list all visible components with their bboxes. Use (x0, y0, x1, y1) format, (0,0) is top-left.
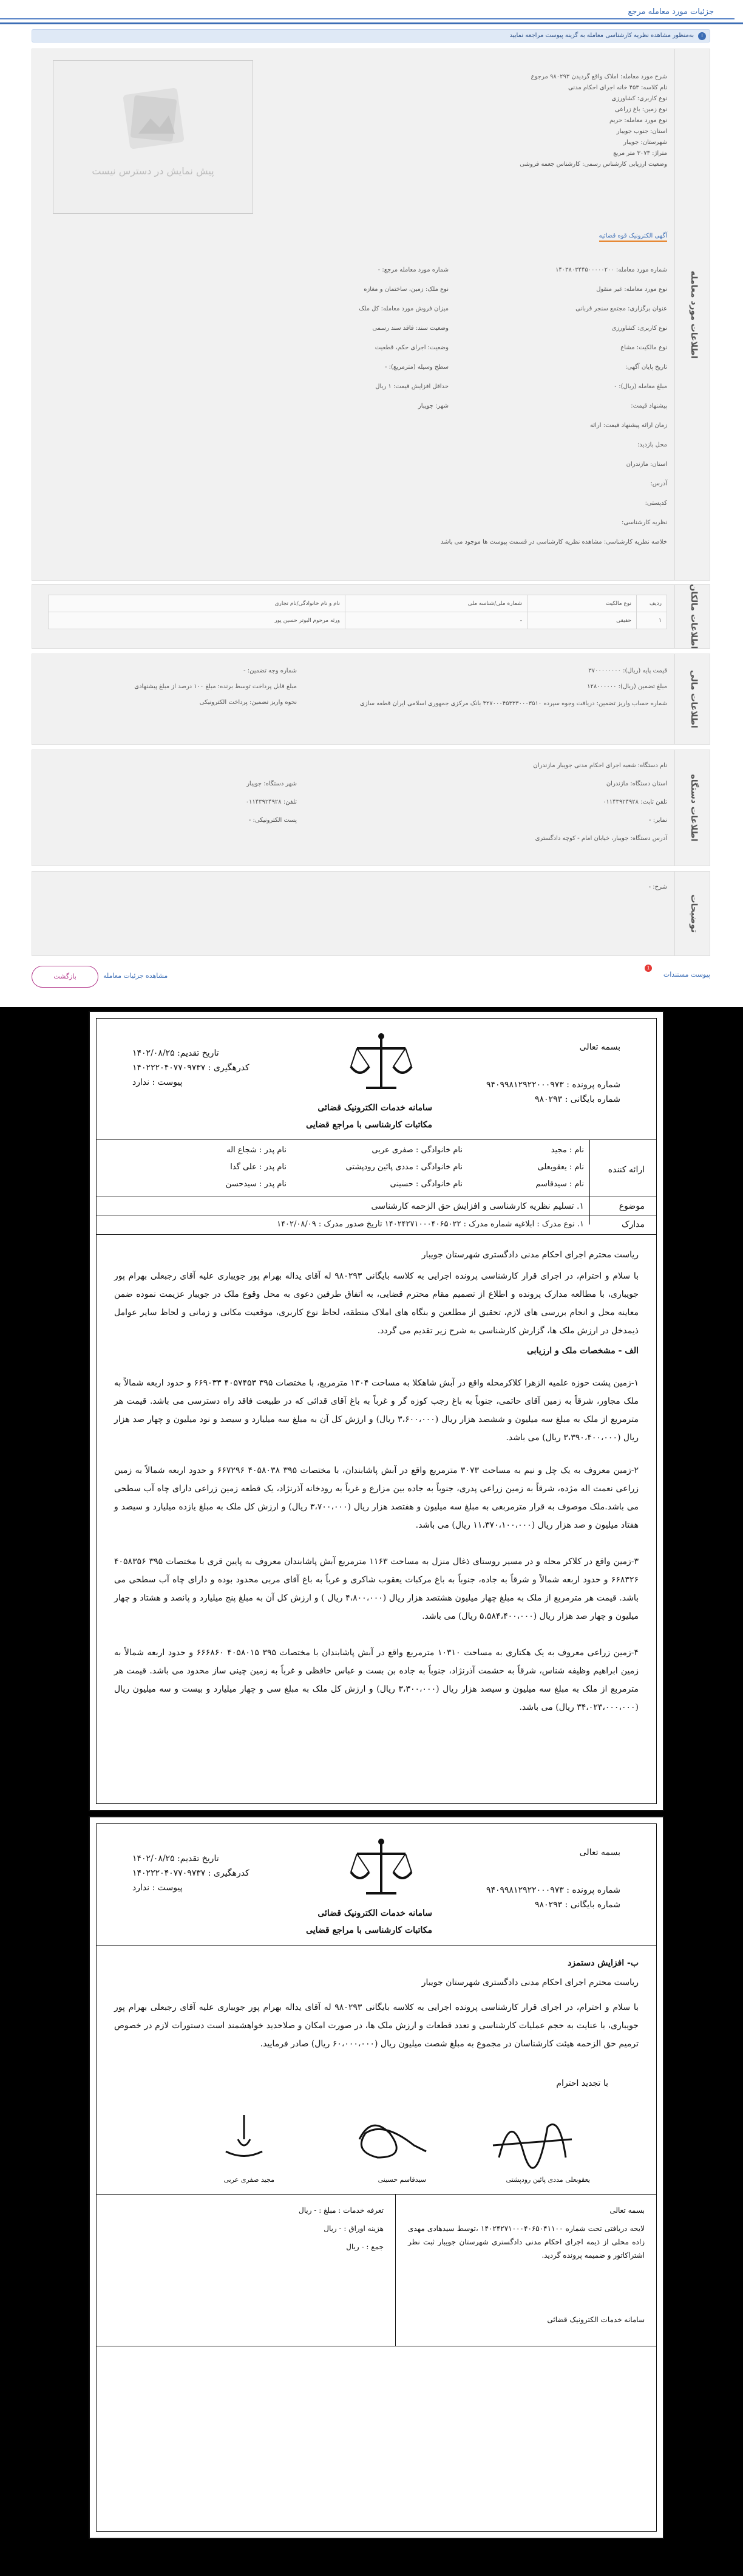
office-phone2: تلفن: ۰۱۱۴۳۹۲۴۹۲۸ (245, 799, 297, 805)
top-bar (0, 0, 743, 24)
doc1-item-3: ۳-زمین واقع در کلاکر محله و در مسیر روستای ذغال منزل به مساحت ۱۱۶۳ مترمربع آبش پاشابندان معروف به پایین قری با مختصات ۳۹۵ ۴۰۵۸۳۵۶ ۶۶۸۳۲۶ و حدود اربعه شمالاً و شرقاً به جاده، جنوباً به باغ مرکبات یعقوب شاکری و غرباً به باغ آقای مربی محدود بوده و دارای چاه آب سطحی می باشد. قیمت هر مترمربع از ملک به مبلغ چهار میلیون هشتصد هزار ریال (۴،۸۰۰،۰۰۰ ریال ) و ارزش کل آن به مبلغ پنج میلیارد و پانصد و هشتاد و چهار میلیون و چهار صد هزار ریال (۵،۵۸۴،۴۰۰،۰۰۰ ریال) می باشد. (114, 1557, 639, 1621)
col-national-id: شماره ملی/شناسه ملی (345, 595, 528, 612)
document-page-2 (89, 1816, 664, 2539)
doc1-docs-label: مدارک (621, 1220, 645, 1229)
doc1-bismillah: بسمه تعالی (579, 1042, 620, 1052)
office-address: آدرس دستگاه: جویبار، خیابان امام - کوچه دادگستری (535, 835, 667, 842)
doc1-intro: با سلام و احترام، در اجرای قرار کارشناسی پرونده اجرایی به کلاسه بایگانی ۹۸۰۲۹۳ له آقای یداله بهرام پور جویباری علیه آقای رجبعلی بهرام پور جویباری، با مطالعه مدارک پرونده و اطلاع از تصمیم مقام محترم قضایی، به اتفاق طرفین دعوی به محل وقوع ملک در جویبار عزیمت نموده ضمن معاینه محل و انجام بررسی های لازم، تحقیق از مطلعین و بنگاه های املاک منطقه، لحاظ نوع کاربری، موقعیت مکانی و زمانی و لحاظ سایر عوامل ذیمدخل در ارزش ملک ها، گزارش کارشناسی به شرح زیر تقدیم می گردد. (114, 1271, 639, 1336)
signer-1: یعقوبعلی مددی پائین رودپشتی (506, 2176, 590, 2184)
doc2-receipt-org: سامانه خدمات الکترونیک قضائی (547, 2315, 645, 2324)
office-side: اطلاعات دستگاه (674, 750, 710, 866)
doc2-attach: پیوست : ندارد (132, 1883, 183, 1893)
doc1-item-1: ۱-زمین پشت حوزه علمیه الزهرا کلاکرمحله واقع در آبش شاهکلا به مساحت ۱۳۰۴ مترمربع، با مختصات ۳۹۵ ۴۰۵۷۴۵۳ ۶۶۹۰۳۳ و حدود اربعه شمالاً به ملک مجاور، شرقاً به زمین آقای حاتمی، جنوباً به باغ رجب کوزه گر و غرباً به باغ آقای قدائی که در طبیعت فاقد راه دسترسی می باشد. قیمت هر مترمربع از ملک به مبلغ سه میلیون و ششصد هزار ریال (۳،۶۰۰،۰۰۰ ریال) و ارزش کل آن به مبلغ سه میلیارد و سیصد و نود میلیون و چهار صد هزار ریال (۳،۳۹۰،۴۰۰،۰۰۰ ریال) می باشد. (114, 1378, 639, 1443)
description-line: متراژ: ۳۰۷۳ متر مربع (613, 150, 667, 157)
doc2-body: با سلام و احترام، در اجرای قرار کارشناسی پرونده اجرایی به کلاسه بایگانی ۹۸۰۲۹۳ له آقای یداله بهرام پور جویباری علیه آقای رجبعلی بهرام پور جویباری، با عنایت به حجم عملیات کارشناسی و تعدد قطعات و ارزش ملک ها، در صورت امکان و صلاحدید خواهشمند است دستورات لازم در خصوص ترمیم حق الزحمه هیئت کارشناسان در مجموع به مبلغ شصت میلیون ریال (۶۰،۰۰۰،۰۰۰ ریال) صادر فرمایید. (114, 2003, 639, 2049)
office-phone: تلفن ثابت: ۰۱۱۴۳۹۲۴۹۲۸ (602, 799, 667, 805)
back-button[interactable]: بازگشت (32, 966, 98, 988)
notes-side: توضیحات (674, 872, 710, 955)
deal-field: نوع کاربری: کشاورزی (611, 325, 667, 332)
notification-badge: 1 (645, 965, 652, 972)
signer-2: سیدقاسم حسینی (378, 2176, 426, 2184)
doc2-fee-postage: هزینه اوراق : - ریال (324, 2224, 384, 2233)
image-placeholder-icon (114, 85, 193, 152)
doc1-attach: پیوست : ندارد (132, 1078, 183, 1087)
table-row (49, 612, 667, 629)
guarantee-no: شماره وجه تضمین: - (243, 668, 297, 674)
col-row: ردیف (637, 595, 667, 612)
deal-field: آدرس: (650, 480, 667, 487)
deal-field: خلاصه نظریه کارشناسی: مشاهده نظریه کارشناسی در قسمت پیوست ها موجود می باشد (440, 539, 667, 545)
presenter-cell: نام : یعقوبعلی (537, 1163, 584, 1172)
deal-field: شهر: جویبار (418, 403, 449, 409)
doc2-org2: مکاتبات کارشناسی با مراجع قضایی (306, 1925, 432, 1935)
info-icon: i (698, 32, 706, 40)
deal-info-panel (32, 49, 710, 581)
deal-field: حداقل افزایش قیمت: ۱ ریال (375, 383, 449, 390)
doc2-receipt-head: بسمه تعالی (609, 2206, 645, 2215)
winner-payable: مبلغ قابل پرداخت توسط برنده: مبلغ ۱۰۰ درصد از مبلغ پیشنهادی (134, 683, 297, 690)
presenter-cell: نام : سیدقاسم (535, 1180, 584, 1189)
divider (0, 18, 735, 19)
deal-field: محل بازدید: (637, 442, 667, 448)
base-price: قیمت پایه (ریال): ۳۷۰۰۰۰۰۰۰۰ (588, 668, 667, 674)
deal-field: زمان ارائه پیشنهاد قیمت: ارائه (590, 422, 667, 429)
col-ownership-type: نوع مالکیت (528, 595, 637, 612)
divider (96, 2194, 657, 2195)
finance-side: اطلاعات مالی (674, 654, 710, 744)
doc1-date: تاریخ تقدیم: ۱۴۰۲/۰۸/۲۵ (132, 1048, 219, 1058)
deal-field: شماره مورد معامله: ۱۴۰۳۸۰۳۴۴۵۰۰۰۰۰۲۰۰ (555, 267, 667, 273)
divider (96, 1234, 657, 1235)
doc2-addressee: ریاست محترم اجرای احکام مدنی دادگستری شهرستان جویبار (421, 1978, 639, 1987)
doc1-org: سامانه خدمات الکترونیک قضائی (317, 1103, 432, 1113)
doc1-org2: مکاتبات کارشناسی با مراجع قضایی (306, 1120, 432, 1130)
signature-2 (341, 2109, 432, 2170)
deal-field: سطح وسیله (مترمربع): - (384, 364, 449, 371)
doc2-section: ب- افزایش دستمزد (568, 1958, 639, 1968)
justice-scale-icon (345, 1836, 418, 1902)
owners-header-row (49, 595, 667, 612)
deal-field: نوع مالکیت: مشاع (620, 344, 667, 351)
deal-field: وضعیت: اجرای حکم، قطعیت (375, 344, 449, 351)
deal-field: استان: مازندران (626, 461, 667, 468)
deal-field: وضعیت سند: فاقد سند رسمی (372, 325, 449, 332)
office-city: شهر دستگاه: جویبار (246, 781, 297, 787)
office-province: استان دستگاه: مازندران (606, 781, 667, 787)
deal-field: نوع ملک: زمین، ساختمان و مغازه (364, 286, 449, 293)
divider (96, 1139, 657, 1140)
guarantee-account: شماره حساب واریز تضمین: دریافت وجوه سپرده ۴۲۷۰۰۰۴۵۳۳۳۰۰۰۳۵۱۰ بانک مرکزی جمهوری اسلامی ایران قطعه سازی (360, 700, 667, 707)
deal-field: میزان فروش مورد معامله: کل ملک (359, 306, 449, 312)
cell-row: ۱ (637, 612, 667, 629)
deal-field: عنوان برگزاری: مجتمع سنجر قربانی (575, 306, 667, 312)
presenter-cell: نام خانوادگی : حسینی (390, 1180, 463, 1189)
presenter-cell: نام پدر : علی گدا (230, 1163, 287, 1172)
preview-thumbnail (53, 60, 253, 214)
finance-panel (32, 654, 710, 745)
signature-3 (214, 2109, 274, 2170)
office-name: نام دستگاه: شعبه اجرای احکام مدنی جویبار مازندران (533, 762, 667, 769)
doc2-org: سامانه خدمات الکترونیک قضائی (317, 1908, 432, 1918)
presenter-cell: نام خانوادگی : مددی پائین رودپشتی (345, 1163, 463, 1172)
judiciary-ad-link[interactable]: آگهی الکترونیک قوه قضائیه (599, 233, 667, 242)
doc1-subject: ۱. تسلیم نظریه کارشناسی و افزایش حق الزحمه کارشناسی (371, 1201, 584, 1211)
doc2-file-no: شماره پرونده : ۹۴۰۹۹۸۱۲۹۲۲۰۰۰۹۷۳ (486, 1885, 620, 1895)
doc1-section: الف - مشخصات ملک و ارزیابی (526, 1346, 639, 1356)
owners-panel (32, 584, 710, 649)
doc2-bismillah: بسمه تعالی (579, 1848, 620, 1857)
preview-unavailable-label: پیش نمایش در دسترس نیست (92, 165, 214, 177)
divider (589, 1139, 590, 1225)
description-line: استان: جنوب جویبار (616, 128, 667, 135)
signature-1 (487, 2103, 578, 2176)
doc1-file-no: شماره پرونده : ۹۴۰۹۹۸۱۲۹۲۲۰۰۰۹۷۳ (486, 1080, 620, 1090)
deal-info-side: اطلاعات مورد معامله (674, 49, 710, 580)
doc1-item-4: ۴-زمین زراعی معروف به یک هکتاری به مساحت ۱۰۳۱۰ مترمربع واقع در آبش پاشابندان با مختصات ۳۹۵ ۴۰۵۸۰۱۵ ۶۶۶۸۶۰ و حدود اربعه شمالاً به زمین ابراهیم وظیفه شناس، شرقاً به حشمت آذرنژاد، جنوباً به جاده بن بست و عباس حافظی و غرباً به زمین چینی ساز محدود می باشد. قیمت هر مترمربع از ملک به مبلغ سه میلیون و سیصد هزار ریال (۳،۳۰۰،۰۰۰ ریال) و ارزش کل ملک به مبلغ سی و چهار میلیارد و بیست و سه میلیون ریال (۳۴،۰۲۳،۰۰۰،۰۰۰ ریال) می باشد. (114, 1648, 639, 1712)
divider (96, 1945, 657, 1946)
doc1-archive-no: شماره بایگانی : ۹۸۰۲۹۳ (535, 1095, 620, 1104)
notice-text: به‌منظور مشاهده نظریه کارشناسی معامله به گزینه پیوست مراجعه نمایید (509, 32, 694, 39)
cell-national-id: - (345, 612, 528, 629)
description-line: شرح مورد معامله: املاک واقع گردیدن ۹۸۰۲۹۳ مرجوع (531, 73, 667, 80)
doc2-closing: با تجدید احترام (556, 2079, 608, 2088)
doc2-receipt-text: لایحه دریافتی تحت شماره ۱۴۰۲۴۲۷۱۰۰۰۴۰۶۵۰۴۱۱۰۰ ،توسط سیدهادی مهدی زاده محلی از ذیمه اجرای احکام مدنی دادگستری شهرستان جویبار ثبت نظر اشتراکاتور و ضمیمه پرونده گردید. (408, 2224, 645, 2260)
deal-field: نوع مورد معامله: غیر منقول (596, 286, 667, 293)
deal-field: پیشنهاد قیمت: (631, 403, 667, 409)
doc2-date: تاریخ تقدیم: ۱۴۰۲/۰۸/۲۵ (132, 1854, 219, 1864)
document-page-1 (89, 1011, 664, 1811)
doc2-fee-title: تعرفه خدمات : مبلغ : - ریال (299, 2206, 384, 2215)
doc1-presenter-label: ارائه کننده (608, 1165, 645, 1175)
owners-table (48, 595, 667, 629)
description-line: وضعیت ارزیابی کارشناس رسمی: کارشناس جعمه فروشی (520, 161, 667, 168)
page-title: جزئیات مورد معامله مرجع (628, 7, 714, 16)
presenter-cell: نام پدر : شجاع اله (226, 1146, 287, 1155)
view-deal-details-link[interactable]: مشاهده جزئیات معامله (103, 972, 168, 980)
info-notice (32, 29, 710, 43)
guarantee-amount: مبلغ تضمین (ریال): ۱۲۸۰۰۰۰۰۰ (587, 683, 667, 690)
description-line: شهرستان: جویبار (623, 139, 667, 146)
attachments-button[interactable]: پیوست مستندات (663, 971, 710, 979)
owners-side: اطلاعات مالکان (674, 585, 710, 648)
description-line: نوع مورد معامله: حریم (609, 117, 667, 124)
doc1-subject-label: موضوع (619, 1201, 645, 1211)
description-line: نام کلاسه: ۴۵۳ خانه اجرای احکام مدنی (568, 84, 667, 91)
description-line: نوع کاربری: کشاورزی (611, 95, 667, 102)
deal-field: تاریخ پایان آگهی: (625, 364, 667, 371)
cell-owner-name: ورثه مرحوم البوتر حسین پور (49, 612, 345, 629)
office-fax: نمابر: - (648, 817, 667, 824)
col-owner-name: نام و نام خانوادگی/نام تجاری (49, 595, 345, 612)
office-email: پست الکترونیکی: - (248, 817, 297, 824)
doc1-item-2: ۲-زمین معروف به یک چل و نیم به مساحت ۳۰۷۳ مترمربع واقع در آبش پاشابندان، با مختصات ۳۹۵ ۴۰۵۸۰۳۸ ۶۶۷۲۹۶ و حدود اربعه شمالاً به زمین زراعی نعمت اله مژده، شرقاً به زمین زراعی پدری، جنوباً به جاده بین مزارع و غرباً به رودخانه آذرنژاد، یک قطعه زمین زراعی دارای چاه آب سطحی می باشد.ملک موصوف به قرار مترمربعی به مبلغ سه میلیون و هفتصد هزار ریال (۳،۷۰۰،۰۰۰ ریال) و ارزش کل ملک به مبلغ یازده میلیارد و سیصد و هفتاد میلیون و صد هزار ریال (۱۱،۳۷۰،۱۰۰،۰۰۰ ریال) می باشد. (114, 1466, 639, 1530)
presenter-cell: نام پدر : سیدحسن (225, 1180, 287, 1189)
doc2-code: کدرهگیری : ۱۴۰۲۲۲۰۴۰۷۷۰۹۷۳۷ (132, 1868, 249, 1878)
signer-3: مجید صفری عربی (223, 2176, 274, 2184)
notes-text: شرح: - (648, 884, 667, 890)
presenter-cell: نام خانوادگی : صفری عربی (371, 1146, 463, 1155)
notes-panel (32, 871, 710, 956)
justice-scale-icon (345, 1030, 418, 1097)
doc1-docs: ۱. نوع مدرک : ابلاغیه شماره مدرک : ۱۴۰۲۴۲۷۱۰۰۰۴۰۶۵۰۲۲ تاریخ صدور مدرک : ۱۴۰۲/۰۸/۰۹ (277, 1220, 584, 1229)
guarantee-method: نحوه واریز تضمین: پرداخت الکترونیکی (199, 699, 297, 706)
cell-ownership-type: حقیقی (528, 612, 637, 629)
presenter-cell: نام : مجید (551, 1146, 584, 1155)
description-line: نوع زمین: باغ زراعی (614, 106, 667, 113)
doc2-archive-no: شماره بایگانی : ۹۸۰۲۹۳ (535, 1900, 620, 1910)
office-panel (32, 750, 710, 866)
doc1-code: کدرهگیری : ۱۴۰۲۲۲۰۴۰۷۷۰۹۷۳۷ (132, 1063, 249, 1073)
deal-field: نظریه کارشناسی: (622, 519, 667, 526)
doc2-fee-total: جمع : - ریال (346, 2243, 384, 2251)
divider (395, 2194, 396, 2346)
deal-field: شماره مورد معامله مرجع: - (378, 267, 449, 273)
doc1-addressee: ریاست محترم اجرای احکام مدنی دادگستری شهرستان جویبار (421, 1250, 639, 1260)
deal-field: مبلغ معامله (ریال): ۰ (613, 383, 667, 390)
deal-field: کدپستی: (645, 500, 667, 507)
